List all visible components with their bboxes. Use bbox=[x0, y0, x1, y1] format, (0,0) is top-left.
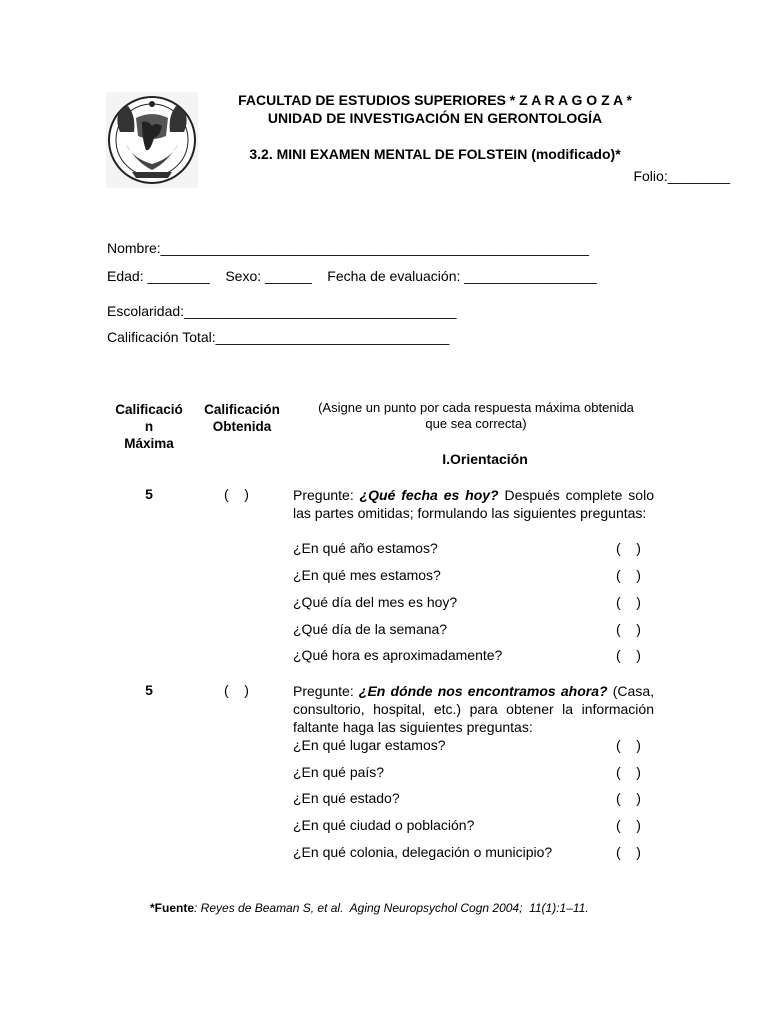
answer-box[interactable]: ( ) bbox=[616, 737, 641, 753]
question-row: ¿Qué día del mes es hoy? ( ) bbox=[293, 594, 641, 610]
col-header-obtained: Calificación Obtenida bbox=[204, 402, 280, 434]
question-row: ¿En qué año estamos? ( ) bbox=[293, 540, 641, 556]
exam-title: 3.2. MINI EXAMEN MENTAL DE FOLSTEIN (modificado)* bbox=[249, 146, 621, 162]
calificacion-total-field[interactable]: Calificación Total:______________________________ bbox=[107, 329, 450, 345]
answer-box[interactable]: ( ) bbox=[616, 647, 641, 663]
answer-box[interactable]: ( ) bbox=[616, 790, 641, 806]
prompt-question: ¿Qué fecha es hoy? bbox=[359, 487, 499, 503]
question-row: ¿Qué día de la semana? ( ) bbox=[293, 621, 641, 637]
question-row: ¿En qué ciudad o población? ( ) bbox=[293, 817, 641, 833]
item-prompt: Pregunte: ¿Qué fecha es hoy? Después complete solo las partes omitidas; formulando las siguientes preguntas: bbox=[293, 487, 654, 521]
unit-title: UNIDAD DE INVESTIGACIÓN EN GERONTOLOGÍA bbox=[267, 110, 603, 126]
edad-sexo-fecha-fields[interactable]: Edad: ________ Sexo: ______ Fecha de evaluación: _________________ bbox=[107, 268, 597, 284]
institution-title: FACULTAD DE ESTUDIOS SUPERIORES * Z A R A G O Z A * bbox=[238, 92, 632, 108]
question-row: ¿En qué lugar estamos? ( ) bbox=[293, 737, 641, 753]
escolaridad-field[interactable]: Escolaridad:___________________________________ bbox=[107, 303, 457, 319]
scoring-instruction: (Asigne un punto por cada respuesta máxima obtenida que sea correcta) bbox=[318, 400, 634, 431]
answer-box[interactable]: ( ) bbox=[616, 567, 641, 583]
answer-box[interactable]: ( ) bbox=[616, 764, 641, 780]
question-row: ¿En qué estado? ( ) bbox=[293, 790, 641, 806]
answer-box[interactable]: ( ) bbox=[616, 844, 641, 860]
obtained-score-box[interactable]: ( ) bbox=[224, 486, 249, 502]
question-row: ¿En qué colonia, delegación o municipio? ( ) bbox=[293, 844, 641, 860]
col-header-max: Calificació n Máxima bbox=[115, 402, 183, 451]
answer-box[interactable]: ( ) bbox=[616, 540, 641, 556]
source-footnote: *Fuente: Reyes de Beaman S, et al. Aging Neuropsychol Cogn 2004; 11(1):1–11. bbox=[150, 901, 589, 915]
answer-box[interactable]: ( ) bbox=[616, 594, 641, 610]
section-title: I.Orientación bbox=[442, 451, 528, 467]
folio-field[interactable]: Folio:________ bbox=[633, 168, 730, 184]
question-row: ¿Qué hora es aproximadamente? ( ) bbox=[293, 647, 641, 663]
question-row: ¿En qué país? ( ) bbox=[293, 764, 641, 780]
prompt-question: ¿En dónde nos encontramos ahora? bbox=[358, 683, 608, 699]
obtained-score-box[interactable]: ( ) bbox=[224, 682, 249, 698]
question-row: ¿En qué mes estamos? ( ) bbox=[293, 567, 641, 583]
unam-seal-icon bbox=[106, 92, 198, 188]
nombre-field[interactable]: Nombre:_______________________________________________________ bbox=[107, 240, 589, 256]
item-prompt: Pregunte: ¿En dónde nos encontramos ahora? (Casa, consultorio, hospital, etc.) para obtener la información faltante haga las siguientes preguntas: bbox=[293, 683, 655, 735]
max-score: 5 bbox=[145, 486, 153, 502]
answer-box[interactable]: ( ) bbox=[616, 621, 641, 637]
answer-box[interactable]: ( ) bbox=[616, 817, 641, 833]
max-score: 5 bbox=[145, 682, 153, 698]
